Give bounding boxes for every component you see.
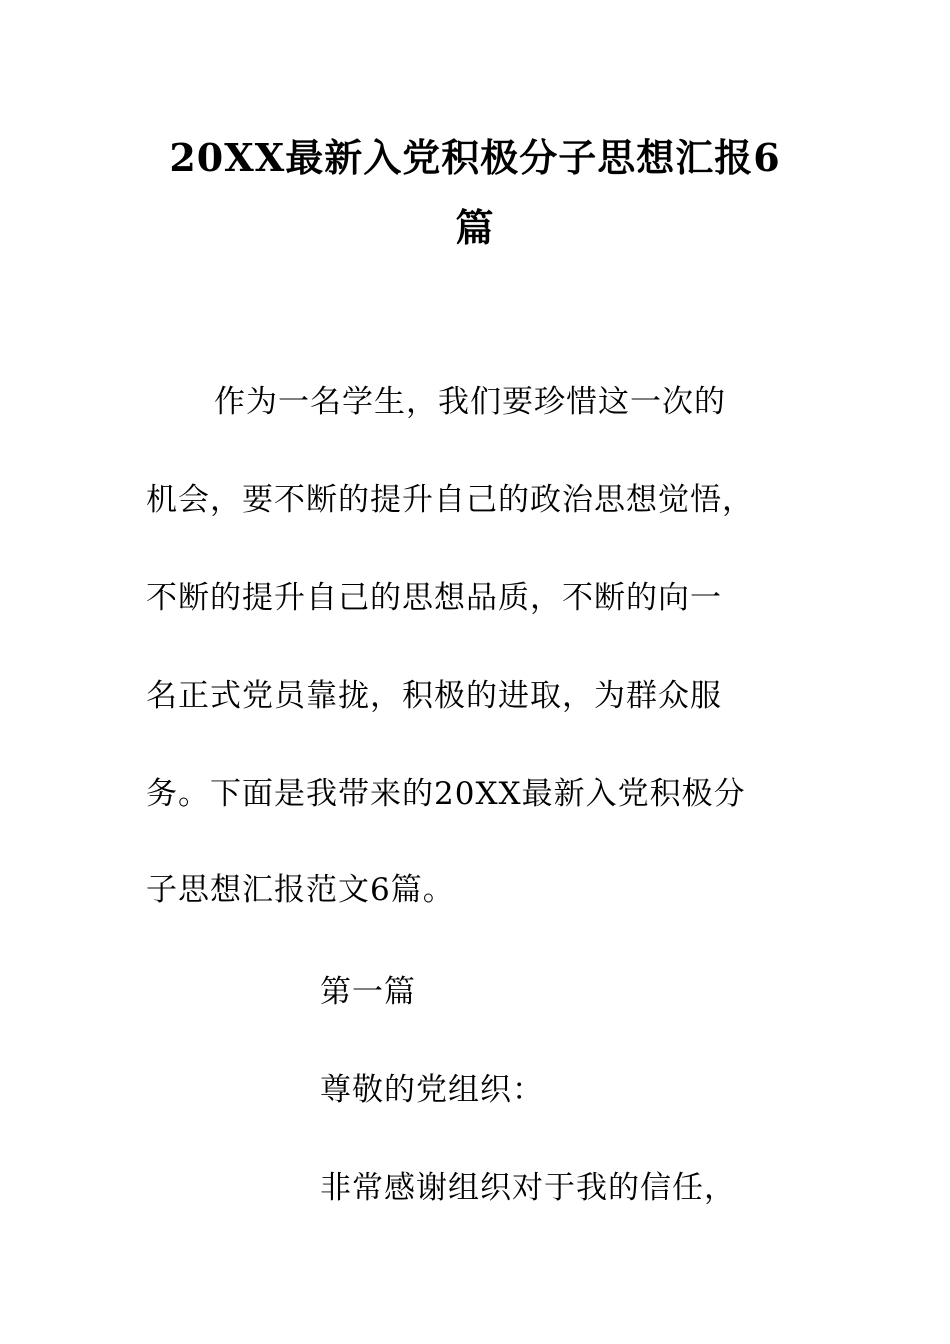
intro-line-6: 子思想汇报范文6篇。 [146,872,455,908]
document-title-line-2: 篇 [455,205,495,250]
document-title-line-1: 20XX最新入党积极分子思想汇报6 [169,135,781,180]
body-first-line: 非常感谢组织对于我的信任， [320,1170,736,1206]
intro-line-1: 作为一名学生，我们要珍惜这一次的 [214,384,726,420]
section-heading: 第一篇 [320,974,416,1010]
intro-line-4: 名正式党员靠拢，积极的进取，为群众服 [146,678,722,714]
intro-line-3: 不断的提升自己的思想品质，不断的向一 [146,580,722,616]
salutation: 尊敬的党组织： [320,1072,544,1108]
intro-line-5: 务。下面是我带来的20XX最新入党积极分 [146,776,746,812]
intro-line-2: 机会，要不断的提升自己的政治思想觉悟， [146,482,754,518]
